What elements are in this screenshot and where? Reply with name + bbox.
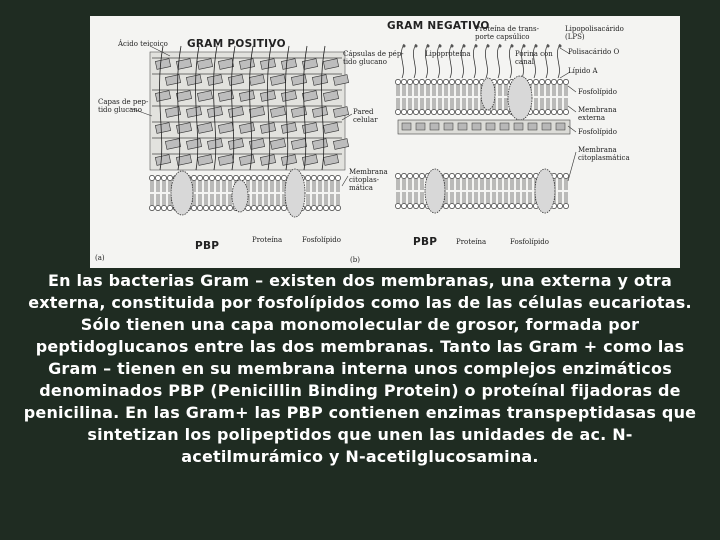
label-acido-teicoico: Ácido teicoico: [118, 40, 168, 48]
transport-protein: [481, 78, 495, 110]
membrane-protein-pos-2: [232, 180, 248, 212]
label-fosfolipido-right: Fosfolípido: [578, 88, 617, 96]
caption-pbp-term: PBP (Penicillin Binding Protein): [168, 381, 459, 400]
label-proteina-neg: Proteína: [456, 238, 487, 246]
caption-part-4: que sintetizan los polipeptidos que unen las unidades de ac. N-acetilmurámico y N-acetilglucosamina.: [87, 403, 697, 466]
gram-positive-wall: [149, 46, 348, 217]
label-fosfolipido-right2: Fosfolípido: [578, 128, 617, 136]
membrane-protein-pos: [285, 169, 305, 217]
label-capas-peptidoglucano: Capas de pep- tido glucano: [98, 98, 149, 114]
label-proteina-transporte: Proteína de trans- porte capsúlico: [475, 25, 540, 41]
label-lipopolisacarido: Lipopolisacárido (LPS): [565, 25, 624, 41]
label-pared-celular: Pared celular: [353, 108, 378, 124]
label-lipido-a: Lípido A: [568, 67, 598, 75]
pbp-protein-neg: [425, 169, 445, 213]
caption-part-3: . En las Gram+ las PBP contienen: [113, 403, 426, 422]
caption-text: [18, 270, 702, 468]
label-pbp-neg: PBP: [413, 236, 438, 248]
caption-proteina-fijadora-term: proteínal fijadoras de penicilina: [23, 381, 681, 422]
caption-enzimas-term: enzimas transpeptidasas: [425, 403, 657, 422]
label-polisacarido-o: Polisacárido O: [568, 48, 620, 56]
porin-channel: [508, 76, 532, 120]
label-membrana-externa: Membrana externa: [578, 106, 617, 122]
label-panel-a: (a): [95, 254, 105, 262]
label-porina-canal: Porina con canal: [515, 50, 553, 66]
label-membrana-citoplasmatica-pos: Membrana citoplas- mática: [349, 168, 388, 192]
pbp-protein-pos: [171, 171, 193, 215]
label-proteina-pos: Proteína: [252, 236, 283, 244]
gram-positive-title: GRAM POSITIVO: [187, 38, 286, 50]
label-fosfolipido-pos: Fosfolípido: [302, 236, 341, 244]
gram-negative-title: GRAM NEGATIVO: [387, 20, 490, 32]
label-panel-b: (b): [350, 256, 360, 264]
label-membrana-citoplasmatica-neg: Membrana citoplasmática: [578, 146, 630, 162]
membrane-protein-neg: [535, 169, 555, 213]
label-fosfolipido-neg: Fosfolípido: [510, 238, 549, 246]
label-pbp-pos: PBP: [195, 240, 220, 252]
caption-part-2: o: [458, 381, 482, 400]
label-capsulas-peptido-glucano: Cápsulas de pép- tido glucano: [343, 50, 404, 66]
gram-diagram-figure: [90, 16, 680, 268]
label-lipoproteina: Lipoproteína: [425, 50, 471, 58]
caption-part-1: En las bacterias Gram – existen dos membranas, una externa y otra externa, constituida por fosfolípidos como las de las células eucariotas. Sólo tienen una capa monomolecular de grosor, formada por peptidoglucanos entre las dos membranas. Tanto las Gram + como las Gram – tienen en su membrana interna unos complejos enzimáticos denominados: [28, 271, 692, 400]
